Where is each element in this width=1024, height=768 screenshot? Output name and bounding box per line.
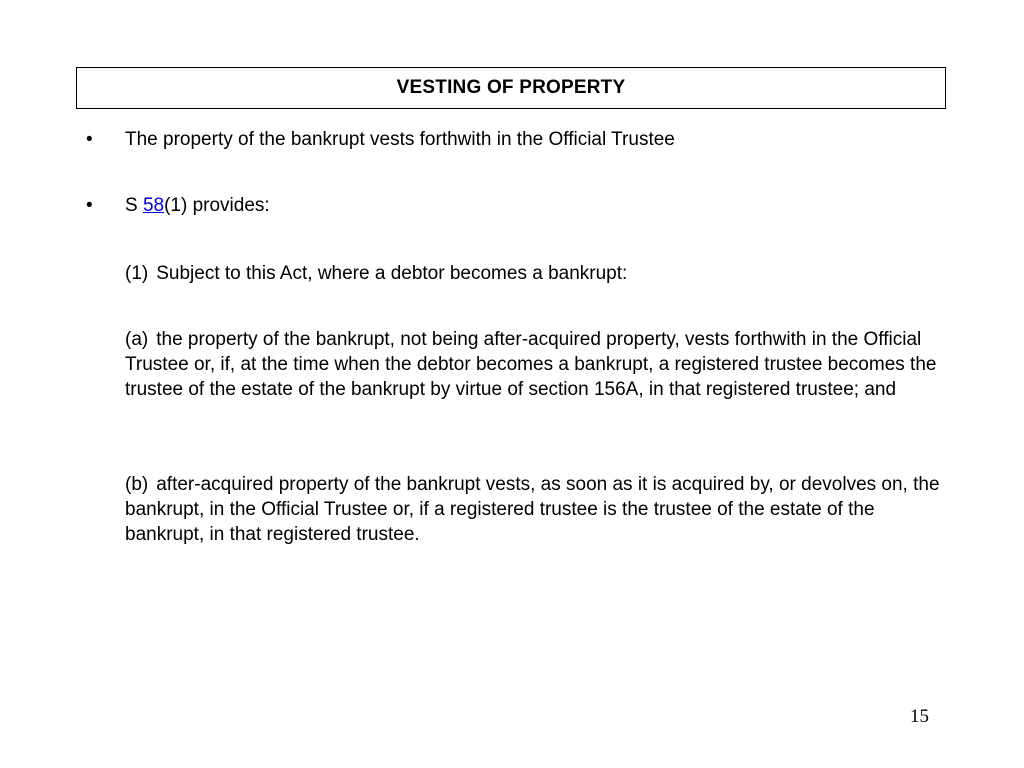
slide-title: VESTING OF PROPERTY <box>396 77 626 98</box>
section-suffix: (1) provides: <box>164 195 270 216</box>
bullet-text-2 <box>125 194 270 218</box>
paragraph-b-marker: (b) <box>125 474 149 495</box>
subsection-1 <box>125 261 945 286</box>
section-58-link[interactable]: 58 <box>142 195 165 216</box>
paragraph-b <box>125 472 945 547</box>
bullet-item-2 <box>86 194 270 218</box>
paragraph-b-text: after-acquired property of the bankrupt vests, as soon as it is acquired by, or devolves on, the bankrupt, in the Official Trustee or, if a registered trustee is the trustee of the estate of the bankrupt, in that registered trustee. <box>125 474 940 545</box>
title-box <box>76 67 946 109</box>
subsection-text: Subject to this Act, where a debtor becomes a bankrupt: <box>156 263 628 284</box>
paragraph-a <box>125 327 945 402</box>
paragraph-a-marker: (a) <box>125 329 149 350</box>
bullet-icon: • <box>86 195 93 216</box>
bullet-text-1: The property of the bankrupt vests forthwith in the Official Trustee <box>125 129 675 150</box>
section-prefix: S <box>125 195 143 216</box>
subsection-marker: (1) <box>125 263 149 284</box>
bullet-icon: • <box>86 129 93 150</box>
bullet-item-1 <box>86 128 675 152</box>
page-number: 15 <box>910 706 929 727</box>
paragraph-a-text: the property of the bankrupt, not being after-acquired property, vests forthwith in the Official Trustee or, if, at the time when the debtor becomes a bankrupt, a registered trustee becomes the trustee of the estate of the bankrupt by virtue of section 156A, in that registered trustee; and <box>125 329 937 400</box>
